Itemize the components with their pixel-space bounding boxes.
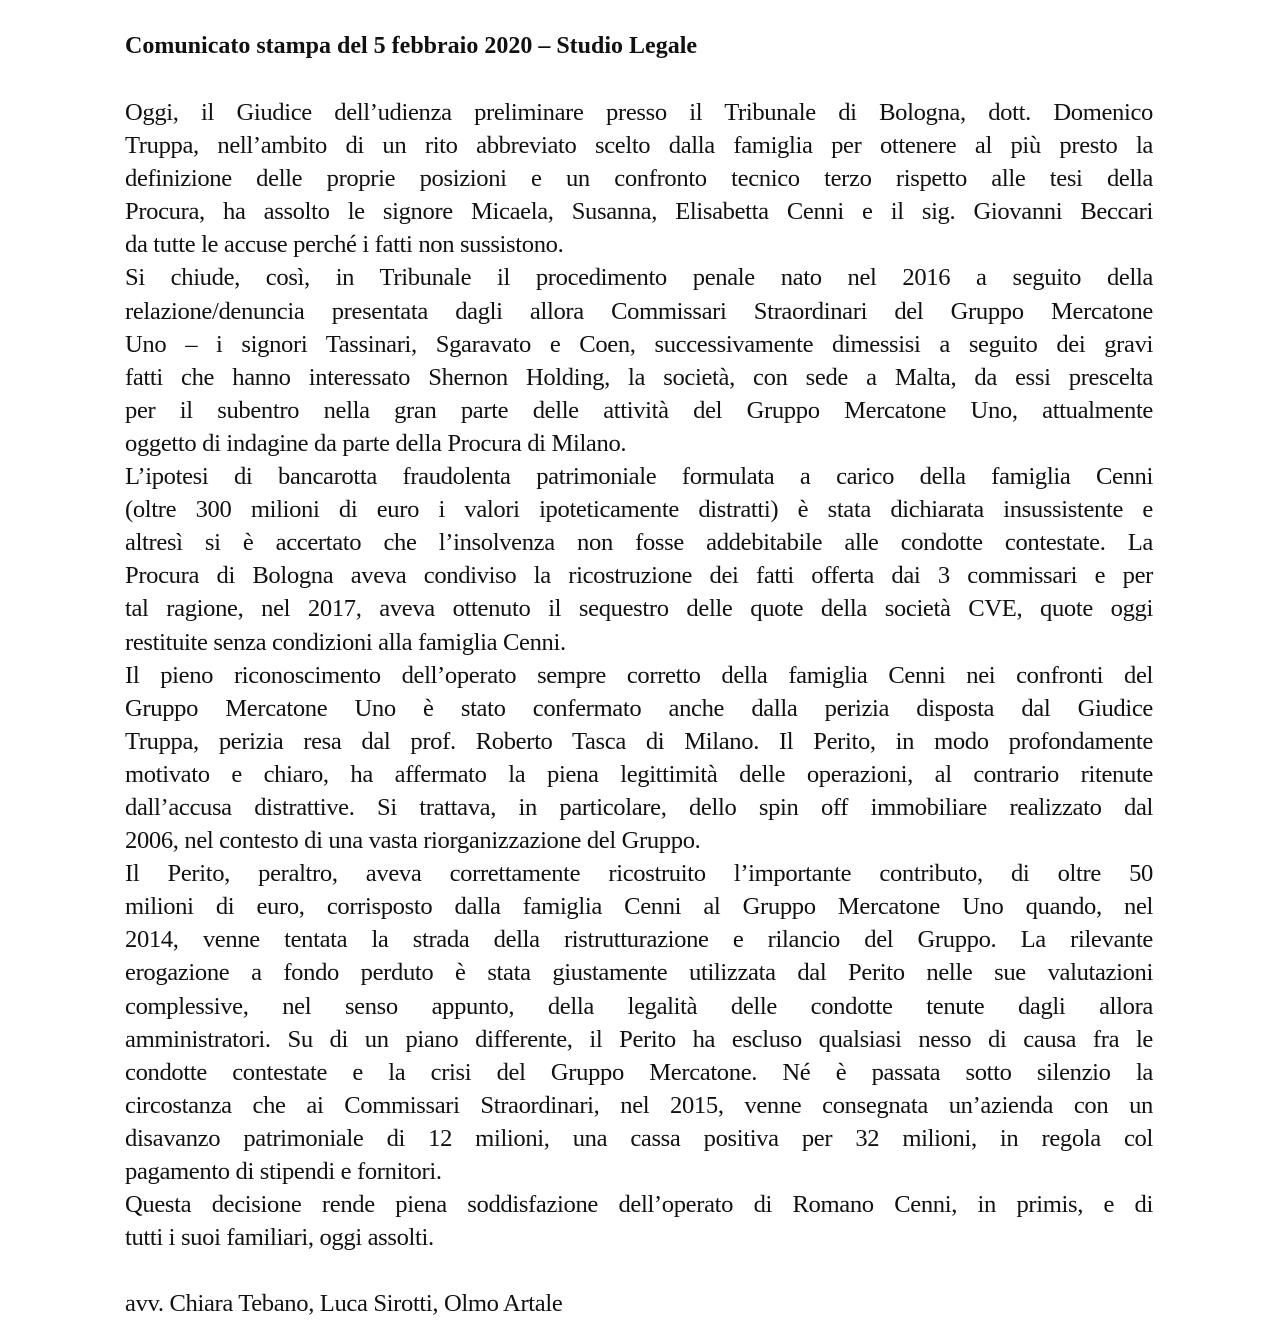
document-body [125,96,1153,1254]
text-line: Truppa, perizia resa dal prof. Roberto Tasca di Milano. Il Perito, in modo profondamente [125,727,1153,755]
text-line: Uno – i signori Tassinari, Sgaravato e Coen, successivamente dimessisi a seguito dei gravi [125,330,1153,358]
text-line: Oggi, il Giudice dell’udienza preliminare presso il Tribunale di Bologna, dott. Domenico [125,99,1153,126]
text-line: Gruppo Mercatone Uno è stato confermato anche dalla perizia disposta dal Giudice [125,694,1153,722]
text-line: pagamento di stipendi e fornitori. [125,1158,442,1185]
paragraph-expert-report [125,659,1153,858]
paragraph-proceedings [125,261,1153,460]
text-line: fatti che hanno interessato Shernon Holding, la società, con sede a Malta, da essi prescelta [125,363,1153,391]
paragraph-bankruptcy-hypothesis [125,460,1153,659]
text-line: oggetto di indagine da parte della Procura di Milano. [125,429,627,457]
text-line: complessive, nel senso appunto, della legalità delle condotte tenute dagli allora [125,992,1153,1020]
text-line: Procura, ha assolto le signore Micaela, Susanna, Elisabetta Cenni e il sig. Giovanni Beccari [125,198,1153,226]
text-line: Il Perito, peraltro, aveva correttamente ricostruito l’importante contributo, di oltre 50 [125,860,1153,888]
text-line: da tutte le accuse perché i fatti non sussistono. [125,231,564,259]
text-line: 2006, nel contesto di una vasta riorganizzazione del Gruppo. [125,827,701,855]
text-line: restituite senza condizioni alla famiglia Cenni. [125,628,566,656]
text-line: Si chiude, così, in Tribunale il procedimento penale nato nel 2016 a seguito della [125,264,1153,292]
text-line: tal ragione, nel 2017, aveva ottenuto il sequestro delle quote della società CVE, quote oggi [125,595,1153,623]
spacer [125,1254,1153,1287]
text-line: Il pieno riconoscimento dell’operato sempre corretto della famiglia Cenni nei confronti del [125,661,1153,689]
text-line: disavanzo patrimoniale di 12 milioni, una cassa positiva per 32 milioni, in regola col [125,1124,1153,1152]
text-line: amministratori. Su di un piano differente, il Perito ha escluso qualsiasi nesso di causa fra le [125,1025,1153,1053]
text-line: L’ipotesi di bancarotta fraudolenta patrimoniale formulata a carico della famiglia Cenni [125,463,1153,491]
text-line: condotte contestate e la crisi del Gruppo Mercatone. Né è passata sotto silenzio la [125,1058,1153,1086]
text-line: motivato e chiaro, ha affermato la piena legittimità delle operazioni, al contrario ritenute [125,760,1153,788]
text-line: relazione/denuncia presentata dagli allora Commissari Straordinari del Gruppo Mercatone [125,297,1153,325]
paragraph-conclusion [125,1188,1153,1254]
text-line: 2014, venne tentata la strada della ristrutturazione e rilancio del Gruppo. La rilevante [125,926,1153,954]
text-line: Procura di Bologna aveva condiviso la ricostruzione dei fatti offerta dai 3 commissari e per [125,562,1153,590]
text-line: per il subentro nella gran parte delle attività del Gruppo Mercatone Uno, attualmente [125,396,1153,424]
paragraph-family-contribution [125,857,1153,1188]
press-release-page [125,30,1153,1320]
text-line: tutti i suoi familiari, oggi assolti. [125,1224,434,1252]
text-line: Questa decisione rende piena soddisfazione dell’operato di Romano Cenni, in primis, e di [125,1191,1153,1219]
paragraph-verdict [125,96,1153,261]
text-line: (oltre 300 milioni di euro i valori ipoteticamente distratti) è stata dichiarata insussistente e [125,496,1153,524]
text-line: Truppa, nell’ambito di un rito abbreviato scelto dalla famiglia per ottenere al più presto la [125,132,1153,160]
text-line: erogazione a fondo perduto è stata giustamente utilizzata dal Perito nelle sue valutazioni [125,959,1153,987]
text-line: definizione delle proprie posizioni e un confronto tecnico terzo rispetto alle tesi della [125,165,1153,193]
text-line: dall’accusa distrattive. Si trattava, in particolare, dello spin off immobiliare realizzato dal [125,793,1153,821]
text-line: circostanza che ai Commissari Straordinari, nel 2015, venne consegnata un’azienda con un [125,1091,1153,1119]
signature: avv. Chiara Tebano, Luca Sirotti, Olmo Artale [125,1290,563,1318]
document-title: Comunicato stampa del 5 febbraio 2020 – Studio Legale [125,33,698,59]
text-line: milioni di euro, corrisposto dalla famiglia Cenni al Gruppo Mercatone Uno quando, nel [125,893,1153,921]
text-line: altresì si è accertato che l’insolvenza non fosse addebitabile alle condotte contestate. La [125,529,1153,557]
